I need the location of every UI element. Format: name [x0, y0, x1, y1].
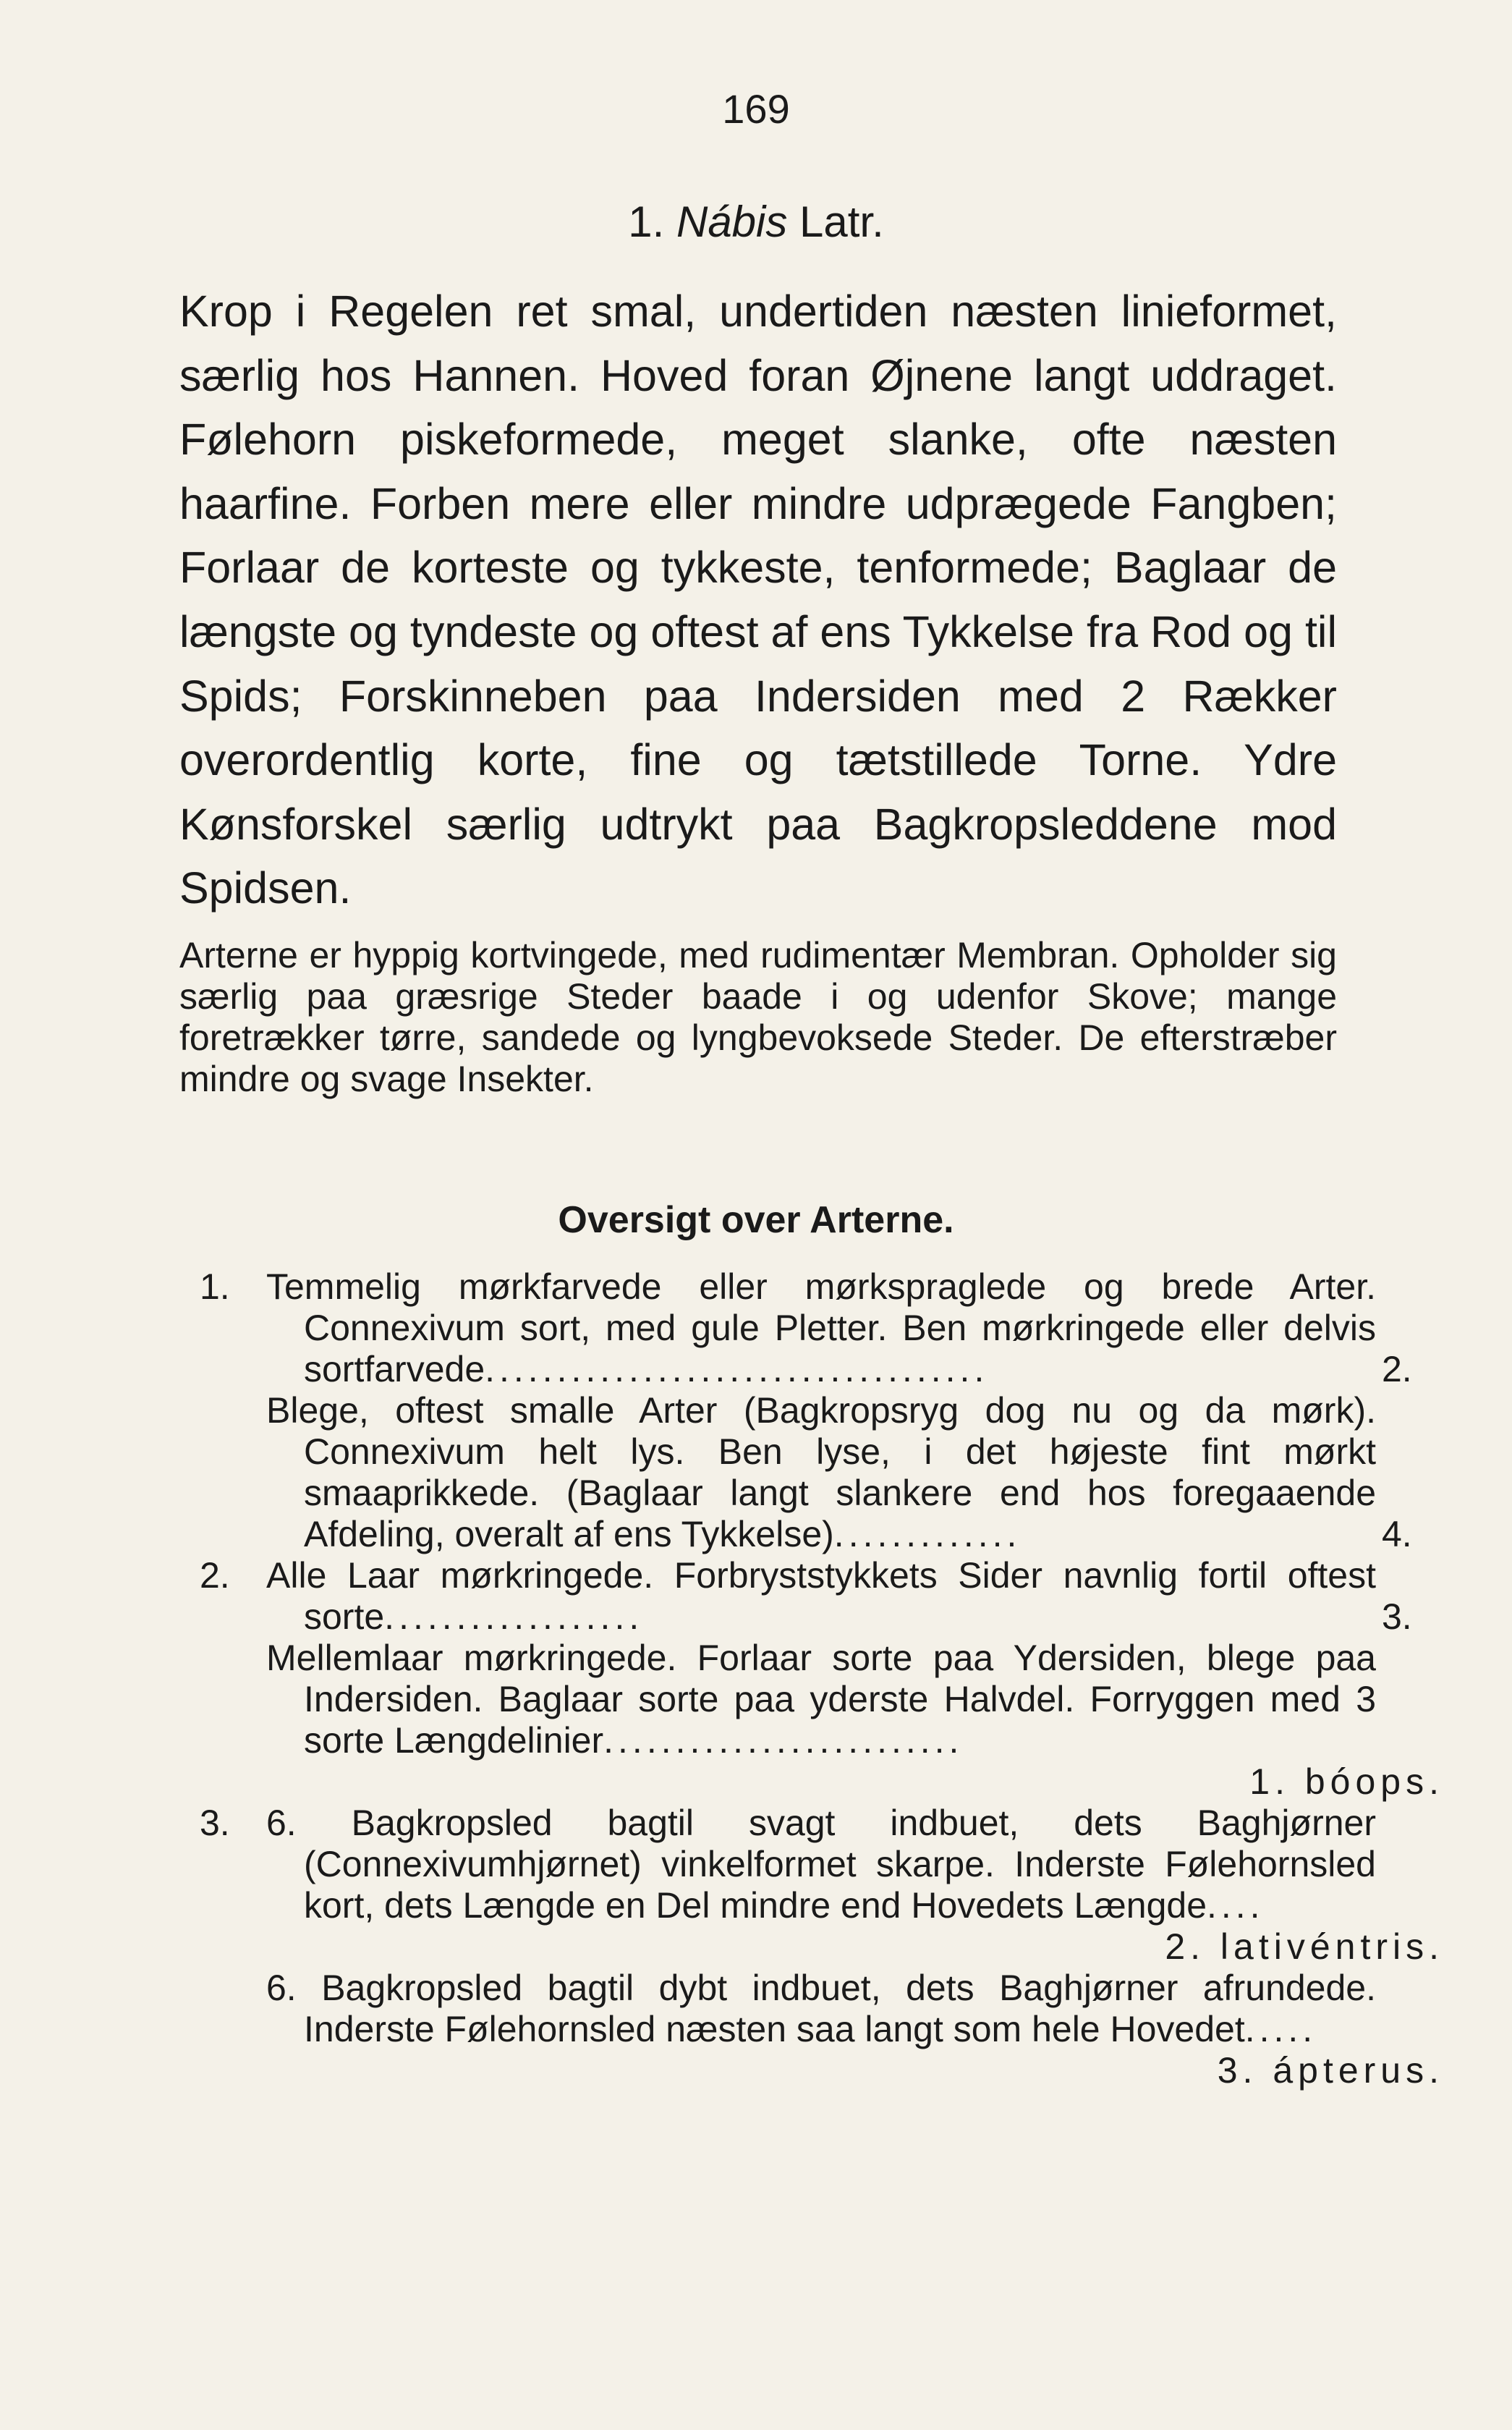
- key-entry-leader-dots: ...................................: [485, 1349, 989, 1389]
- genus-name: Nábis: [676, 198, 788, 246]
- key-entry-body: [266, 1803, 1444, 1968]
- overview-title: Oversigt over Arterne.: [558, 1199, 954, 1241]
- key-entry: [179, 1638, 1444, 1803]
- key-entry-text: Mellemlaar mørkringede. Forlaar sorte paa Ydersiden, blege paa Indersiden. Baglaar sorte paa yderste Halvdel. Forryggen med 3 sorte Længdelinier: [266, 1638, 1376, 1761]
- key-entry: [179, 1968, 1444, 2091]
- key-entry-body: [266, 1266, 1412, 1390]
- key-entry-line: [266, 1968, 1376, 2050]
- heading-number: 1.: [628, 198, 665, 246]
- key-entry-leader-dots: .........................: [603, 1720, 964, 1761]
- key-entry-line: [266, 1803, 1376, 1926]
- key-entry-body: [266, 1555, 1412, 1638]
- key-entry-line: Temmelig mørkfarvede eller mørkspraglede og brede Arter. Connexivum sort, med gule Pletter. Ben mørkringede eller delvis sortfarvede................................... 2.: [266, 1266, 1412, 1389]
- habitat-note: Arterne er hyppig kortvingede, med rudimentær Membran. Opholder sig særlig paa græsrige Steder baade i og udenfor Skove; mange foretrækker tørre, sandede og lyngbevoksede Steder. De efterstræber mindre og svage Insekter.: [179, 934, 1337, 1099]
- key-entry-text: 6. Bagkropsled bagtil dybt indbuet, dets Baghjørner afrundede. Inderste Følehornsled næsten saa langt som hele Hovedet: [266, 1968, 1376, 2049]
- genus-author: Latr.: [799, 198, 884, 246]
- key-entry: [179, 1555, 1412, 1638]
- key-entry-body: [266, 1638, 1444, 1803]
- key-entry-result: 2. lativéntris.: [1165, 1926, 1444, 1967]
- species-key: [179, 1266, 1444, 2091]
- key-entry-body: [266, 1390, 1412, 1555]
- key-entry: [179, 1266, 1412, 1390]
- key-entry-leader-dots: ..................: [384, 1596, 644, 1637]
- key-entry-text: Temmelig mørkfarvede eller mørkspraglede og brede Arter. Connexivum sort, med gule Pletter. Ben mørkringede eller delvis sortfarvede: [266, 1266, 1376, 1389]
- key-entry-line: [266, 1638, 1376, 1761]
- genus-description: Krop i Regelen ret smal, undertiden næsten linieformet, særlig hos Hannen. Hoved foran Øjnene langt uddraget. Følehorn piskeformede, meget slanke, ofte næsten haarfine. Forben mere eller mindre udprægede Fangben; Forlaar de korteste og tykkeste, tenformede; Baglaar de længste og tyndeste og oftest af ens Tykkelse fra Rod og til Spids; Forskinneben paa Indersiden med 2 Rækker overordentlig korte, fine og tætstillede Torne. Ydre Kønsforskel særlig udtrykt paa Bagkropsleddene mod Spidsen.: [179, 287, 1337, 913]
- key-entry-text: 6. Bagkropsled bagtil svagt indbuet, dets Baghjørner (Connexivumhjørnet) vinkelformet skarpe. Inderste Følehornsled kort, dets Længde en Del mindre end Hovedets Længde: [266, 1803, 1376, 1926]
- key-entry-leader-dots: ....: [1207, 1885, 1265, 1926]
- key-entry-leader-dots: .............: [833, 1514, 1022, 1554]
- key-entry-result: 1. bóops.: [1249, 1761, 1444, 1802]
- key-entry-body: [266, 1968, 1444, 2091]
- genus-text: [179, 279, 1337, 1100]
- key-entry-text: Blege, oftest smalle Arter (Bagkropsryg dog nu og da mørk). Connexivum helt lys. Ben lyse, i det højeste fint mørkt smaaprikkede. (Baglaar langt slankere end hos foregaaende Afdeling, overalt af ens Tykkelse): [266, 1390, 1376, 1554]
- key-entry-number: 1.: [200, 1266, 230, 1307]
- genus-heading: [0, 197, 1512, 247]
- key-entry-number: 2.: [200, 1555, 230, 1596]
- key-entry: [179, 1803, 1444, 1968]
- key-entry-leader-dots: .....: [1244, 2009, 1317, 2049]
- key-entry-line: Blege, oftest smalle Arter (Bagkropsryg dog nu og da mørk). Connexivum helt lys. Ben lyse, i det højeste fint mørkt smaaprikkede. (Baglaar langt slankere end hos foregaaende Afdeling, overalt af ens Tykkelse)............. 4.: [266, 1390, 1412, 1554]
- key-entry-line: Alle Laar mørkringede. Forbryststykkets Sider navnlig fortil oftest sorte.................. 3.: [266, 1555, 1412, 1637]
- key-entry-text: Alle Laar mørkringede. Forbryststykkets Sider navnlig fortil oftest sorte: [266, 1555, 1376, 1637]
- page-number: 169: [722, 86, 790, 132]
- key-entry: [179, 1390, 1412, 1555]
- key-entry-result: 3. ápterus.: [1217, 2050, 1444, 2091]
- key-entry-number: 3.: [200, 1803, 230, 1843]
